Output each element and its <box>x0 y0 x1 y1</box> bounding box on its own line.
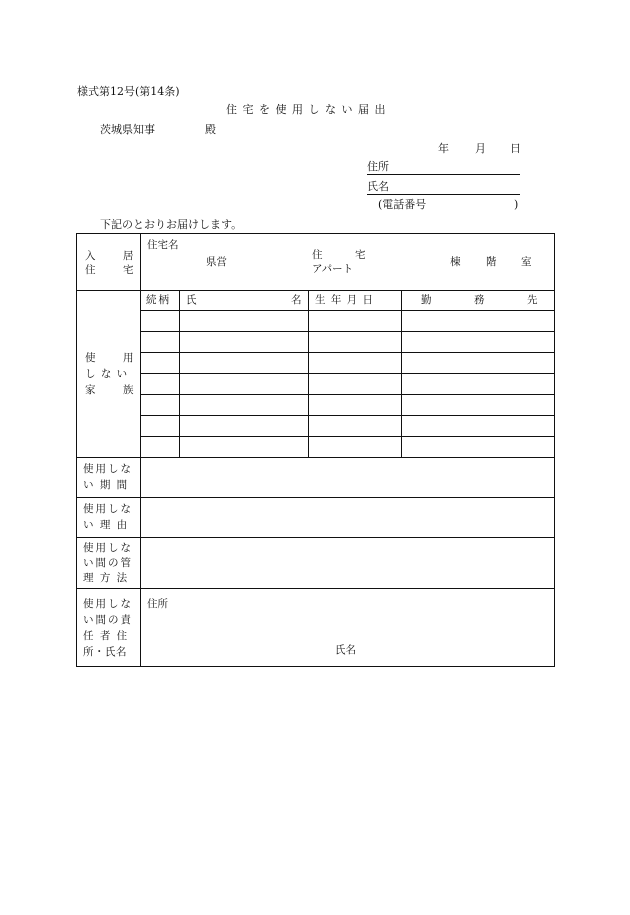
col-header-name-b: 名 <box>291 294 302 306</box>
col-header-workplace-a: 勤 <box>421 294 432 306</box>
family-row <box>77 416 555 437</box>
family-label-char: 用 <box>123 352 134 364</box>
responsible-row <box>77 589 555 667</box>
family-label-char: 族 <box>123 384 134 396</box>
period-value-cell[interactable] <box>141 458 555 498</box>
form-title: 住宅を使用しない届出 <box>226 103 391 116</box>
building-label: 棟 <box>450 256 461 268</box>
management-label-line: 使用しな <box>83 542 133 554</box>
applicant-address-line[interactable] <box>367 174 520 175</box>
family-birthdate-cell[interactable] <box>309 374 402 395</box>
family-row <box>77 395 555 416</box>
date-year-label: 年 <box>438 142 449 155</box>
family-workplace-cell[interactable] <box>402 437 555 458</box>
col-header-name-a: 氏 <box>186 294 197 306</box>
family-relation-cell[interactable] <box>141 395 180 416</box>
management-label-line: 理 方 法 <box>83 572 129 584</box>
family-name-cell[interactable] <box>180 395 309 416</box>
family-row <box>77 437 555 458</box>
responsible-value-cell[interactable] <box>141 589 555 667</box>
date-day-label: 日 <box>510 142 521 155</box>
col-header-workplace <box>402 291 555 311</box>
residence-label-char: 入 <box>85 250 96 262</box>
family-label-cell <box>77 291 141 458</box>
phone-label: (電話番号 <box>378 198 427 211</box>
applicant-name-label: 氏名 <box>367 180 389 193</box>
family-row <box>77 374 555 395</box>
family-header-row <box>77 291 555 311</box>
family-row <box>77 311 555 332</box>
intro-text: 下記のとおりお届けします。 <box>100 218 243 231</box>
residence-label-cell <box>77 234 141 291</box>
apartment-label: アパート <box>312 263 354 275</box>
residence-value-cell[interactable] <box>141 234 555 291</box>
management-label-line: い間の管 <box>83 557 133 569</box>
family-birthdate-cell[interactable] <box>309 437 402 458</box>
period-label-line: 使用しな <box>83 463 133 475</box>
period-label-cell <box>77 458 141 498</box>
family-name-cell[interactable] <box>180 332 309 353</box>
family-birthdate-cell[interactable] <box>309 311 402 332</box>
responsible-name-label: 氏名 <box>335 644 356 656</box>
responsible-label-cell <box>77 589 141 667</box>
family-workplace-cell[interactable] <box>402 416 555 437</box>
housing-name-label: 住宅名 <box>147 239 179 251</box>
notification-table <box>76 233 555 667</box>
family-name-cell[interactable] <box>180 437 309 458</box>
residence-row <box>77 234 555 291</box>
responsible-label-line: い間の責 <box>83 614 133 626</box>
management-row <box>77 538 555 589</box>
residence-label-char: 住 <box>85 264 96 276</box>
honorific: 殿 <box>205 123 216 136</box>
responsible-label-line: 使用しな <box>83 598 133 610</box>
family-birthdate-cell[interactable] <box>309 395 402 416</box>
family-label-line: し な い <box>85 368 129 380</box>
col-header-relation <box>141 291 180 311</box>
period-row <box>77 458 555 498</box>
family-row <box>77 353 555 374</box>
responsible-address-label: 住所 <box>147 598 168 610</box>
applicant-name-line[interactable] <box>367 194 520 195</box>
prefectural-label: 県営 <box>206 256 227 268</box>
reason-value-cell[interactable] <box>141 498 555 538</box>
family-birthdate-cell[interactable] <box>309 353 402 374</box>
family-birthdate-cell[interactable] <box>309 332 402 353</box>
responsible-label-line: 任 者 住 <box>83 630 129 642</box>
col-header-workplace-c: 先 <box>527 294 538 306</box>
floor-label: 階 <box>486 256 497 268</box>
col-header-birthdate <box>309 291 402 311</box>
family-relation-cell[interactable] <box>141 374 180 395</box>
family-name-cell[interactable] <box>180 416 309 437</box>
col-header-name <box>180 291 309 311</box>
family-workplace-cell[interactable] <box>402 332 555 353</box>
col-header-workplace-b: 務 <box>474 294 485 306</box>
family-relation-cell[interactable] <box>141 311 180 332</box>
phone-close: ) <box>514 198 519 211</box>
family-name-cell[interactable] <box>180 374 309 395</box>
addressee: 茨城県知事 <box>100 123 155 136</box>
applicant-address-label: 住所 <box>367 160 389 173</box>
residence-label-char: 宅 <box>123 264 134 276</box>
housing-label-a: 住 <box>312 249 323 261</box>
family-workplace-cell[interactable] <box>402 311 555 332</box>
residence-label-char: 居 <box>123 250 134 262</box>
management-value-cell[interactable] <box>141 538 555 589</box>
family-birthdate-cell[interactable] <box>309 416 402 437</box>
family-workplace-cell[interactable] <box>402 395 555 416</box>
family-relation-cell[interactable] <box>141 332 180 353</box>
col-header-birthdate-text: 生 年 月 日 <box>315 294 375 306</box>
reason-row <box>77 498 555 538</box>
family-workplace-cell[interactable] <box>402 374 555 395</box>
col-header-relation-text: 続柄 <box>146 294 171 306</box>
room-label: 室 <box>521 256 532 268</box>
family-relation-cell[interactable] <box>141 353 180 374</box>
period-label-line: い 期 間 <box>83 479 129 491</box>
reason-label-line: い 理 由 <box>83 519 129 531</box>
family-name-cell[interactable] <box>180 353 309 374</box>
family-label-char: 家 <box>85 384 96 396</box>
family-name-cell[interactable] <box>180 311 309 332</box>
responsible-label-line: 所・氏名 <box>83 646 127 658</box>
date-month-label: 月 <box>475 142 486 155</box>
family-workplace-cell[interactable] <box>402 353 555 374</box>
housing-label-b: 宅 <box>355 249 366 261</box>
form-number: 様式第12号(第14条) <box>77 85 180 98</box>
management-label-cell <box>77 538 141 589</box>
reason-label-cell <box>77 498 141 538</box>
family-relation-cell[interactable] <box>141 437 180 458</box>
reason-label-line: 使用しな <box>83 503 133 515</box>
family-relation-cell[interactable] <box>141 416 180 437</box>
family-label-char: 使 <box>85 352 96 364</box>
family-row <box>77 332 555 353</box>
